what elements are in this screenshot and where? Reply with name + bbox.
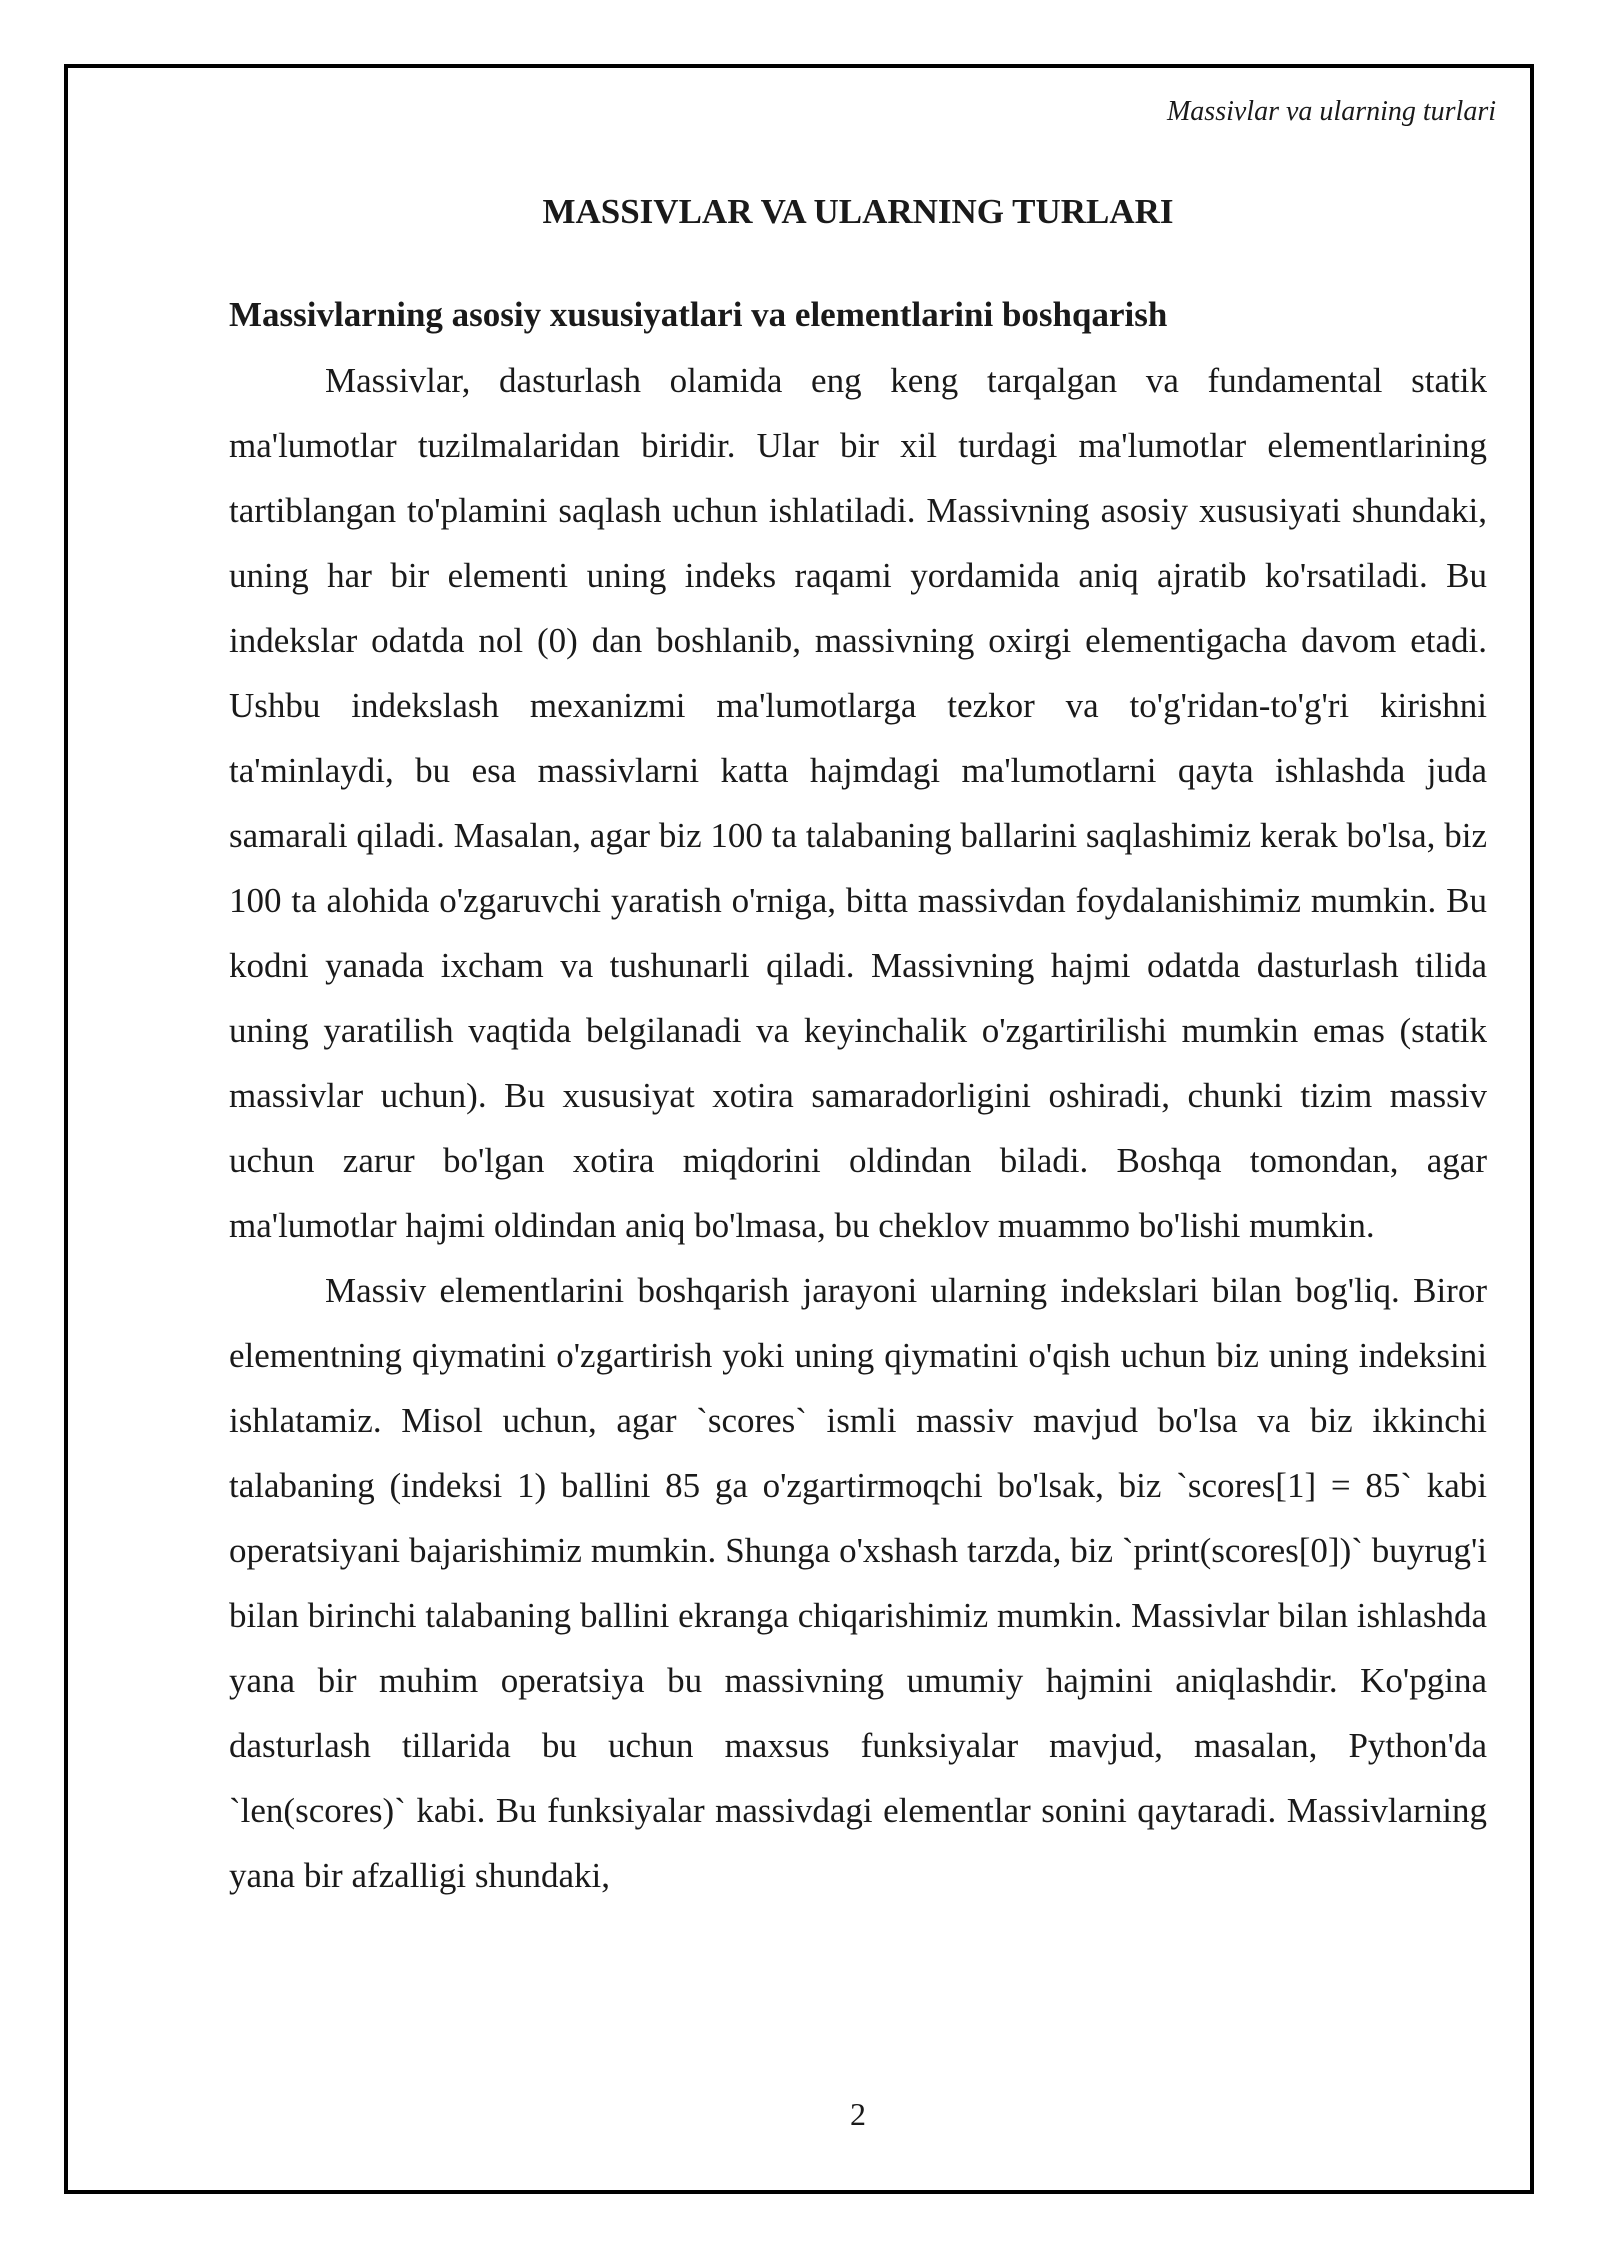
page-footer (0, 2096, 1600, 2133)
section-heading: Massivlarning asosiy xususiyatlari va elementlarini boshqarish (229, 295, 1168, 334)
page-content (229, 182, 1487, 1908)
running-header: Massivlar va ularning turlari (1166, 96, 1496, 127)
body-paragraph-2: Massiv elementlarini boshqarish jarayoni ularning indekslari bilan bog'liq. Biror elementning qiymatini o'zgartirish yoki uning qiymatini o'qish uchun biz uning indeksini ishlatamiz. Misol uchun, agar `scores` ismli massiv mavjud bo'lsa va biz ikkinchi talabaning (indeksi 1) ballini 85 ga o'zgartirmoqchi bo'lsak, biz `scores[1] = 85` kabi operatsiyani bajarishimiz mumkin. Shunga o'xshash tarzda, biz `print(scores[0])` buyrug'i bilan birinchi talabaning ballini ekranga chiqarishimiz mumkin. Massivlar bilan ishlashda yana bir muhim operatsiya bu massivning umumiy hajmini aniqlashdir. Ko'pgina dasturlash tillarida bu uchun maxsus funksiyalar mavjud, masalan, Python'da `len(scores)` kabi. Bu funksiyalar massivdagi elementlar sonini qaytaradi. Massivlarning yana bir afzalligi shundaki, (229, 1271, 1487, 1895)
body-paragraph-1: Massivlar, dasturlash olamida eng keng tarqalgan va fundamental statik ma'lumotlar tuzilmalaridan biridir. Ular bir xil turdagi ma'lumotlar elementlarining tartiblangan to'plamini saqlash uchun ishlatiladi. Massivning asosiy xususiyati shundaki, uning har bir elementi uning indeks raqami yordamida aniq ajratib ko'rsatiladi. Bu indekslar odatda nol (0) dan boshlanib, massivning oxirgi elementigacha davom etadi. Ushbu indekslash mexanizmi ma'lumotlarga tezkor va to'g'ridan-to'g'ri kirishni ta'minlaydi, bu esa massivlarni katta hajmdagi ma'lumotlarni qayta ishlashda juda samarali qiladi. Masalan, agar biz 100 ta talabaning ballarini saqlashimiz kerak bo'lsa, biz 100 ta alohida o'zgaruvchi yaratish o'rniga, bitta massivdan foydalanishimiz mumkin. Bu kodni yanada ixcham va tushunarli qiladi. Massivning hajmi odatda dasturlash tilida uning yaratilish vaqtida belgilanadi va keyinchalik o'zgartirilishi mumkin emas (statik massivlar uchun). Bu xususiyat xotira samaradorligini oshiradi, chunki tizim massiv uchun zarur bo'lgan xotira miqdorini oldindan biladi. Boshqa tomondan, agar ma'lumotlar hajmi oldindan aniq bo'lmasa, bu cheklov muammo bo'lishi mumkin. (229, 361, 1487, 1245)
document-title: MASSIVLAR VA ULARNING TURLARI (542, 192, 1174, 231)
page-number: 2 (850, 2096, 866, 2132)
